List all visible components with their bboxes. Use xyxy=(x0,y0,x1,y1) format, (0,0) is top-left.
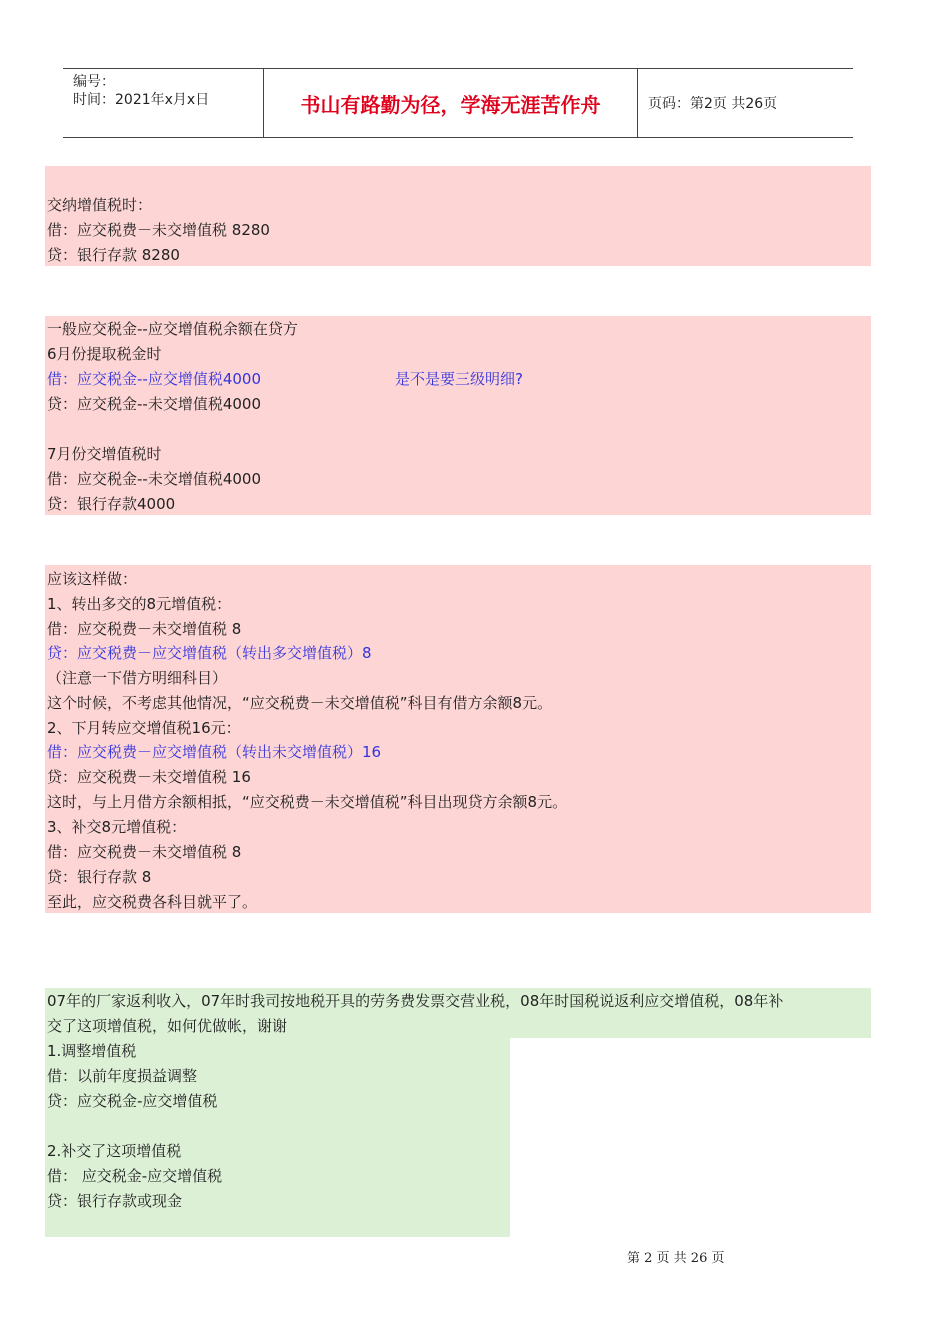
s2-line: 借：应交税金--未交增值税4000 xyxy=(47,470,262,488)
s4-line: 贷：应交税金-应交增值税 xyxy=(47,1092,218,1110)
time-label: 时间：2021年x月x日 xyxy=(73,92,210,108)
s4-line: 借：以前年度损益调整 xyxy=(47,1067,198,1085)
s3-line: 这个时候，不考虑其他情况，“应交税费－未交增值税”科目有借方余额8元。 xyxy=(47,694,553,712)
s3-line: 借：应交税费－未交增值税 8 xyxy=(47,843,242,861)
s3-line: （注意一下借方明细科目） xyxy=(47,669,228,687)
s4-line: 贷：银行存款或现金 xyxy=(47,1192,183,1210)
s3-line: 贷：银行存款 8 xyxy=(47,868,152,886)
s3-line: 借：应交税费－未交增值税 8 xyxy=(47,620,242,638)
s3-line: 贷：应交税费－未交增值税 16 xyxy=(47,768,251,786)
s3-line: 至此，应交税费各科目就平了。 xyxy=(47,893,258,911)
s3-line-highlight: 贷：应交税费－应交增值税（转出多交增值税）8 xyxy=(47,644,372,662)
s4-question-line: 交了这项增值税，如何优做帐，谢谢 xyxy=(47,1017,288,1035)
s4-line: 1.调整增值税 xyxy=(47,1042,137,1060)
s3-line: 1、转出多交的8元增值税： xyxy=(47,595,232,613)
s2-side-note: 是不是要三级明细? xyxy=(395,370,523,388)
page-footer: 第 2 页 共 26 页 xyxy=(627,1251,725,1266)
s3-line: 3、补交8元增值税： xyxy=(47,818,187,836)
serial-label: 编号： xyxy=(73,74,115,90)
section-4-answer xyxy=(45,1038,510,1237)
s3-line-highlight: 借：应交税费－应交增值税（转出未交增值税）16 xyxy=(47,743,382,761)
s1-line: 借：应交税费－未交增值税 8280 xyxy=(47,221,270,239)
section-4-question xyxy=(45,988,871,1038)
s1-line: 交纳增值税时： xyxy=(47,196,153,214)
s1-line: 贷：银行存款 8280 xyxy=(47,246,180,264)
s3-line: 应该这样做： xyxy=(47,570,138,588)
s2-line: 一般应交税金--应交增值税余额在贷方 xyxy=(47,320,298,338)
s2-line: 7月份交增值税时 xyxy=(47,445,162,463)
s3-line: 2、下月转应交增值税16元： xyxy=(47,719,241,737)
s4-line: 借： 应交税金-应交增值税 xyxy=(47,1167,223,1185)
section-1 xyxy=(45,166,871,266)
section-2 xyxy=(45,316,871,515)
s4-question-line: 07年的厂家返利收入，07年时我司按地税开具的劳务费发票交营业税，08年时国税说返利应交增值税，08年补 xyxy=(47,992,784,1010)
s2-line: 贷：银行存款4000 xyxy=(47,495,176,513)
header-motto-cell xyxy=(264,69,638,137)
page-info: 页码：第2页 共26页 xyxy=(648,96,778,112)
s2-line-highlight: 借：应交税金--应交增值税4000 xyxy=(47,370,262,388)
section-3 xyxy=(45,565,871,913)
s2-line: 6月份提取税金时 xyxy=(47,345,162,363)
s3-line: 这时，与上月借方余额相抵，“应交税费－未交增值税”科目出现贷方余额8元。 xyxy=(47,793,568,811)
motto: 书山有路勤为径，学海无涯苦作舟 xyxy=(300,92,601,117)
s4-line: 2.补交了这项增值税 xyxy=(47,1142,182,1160)
s2-line: 贷：应交税金--未交增值税4000 xyxy=(47,395,262,413)
header-page-cell xyxy=(638,69,853,137)
header-meta xyxy=(63,69,264,137)
page-header xyxy=(63,68,853,138)
